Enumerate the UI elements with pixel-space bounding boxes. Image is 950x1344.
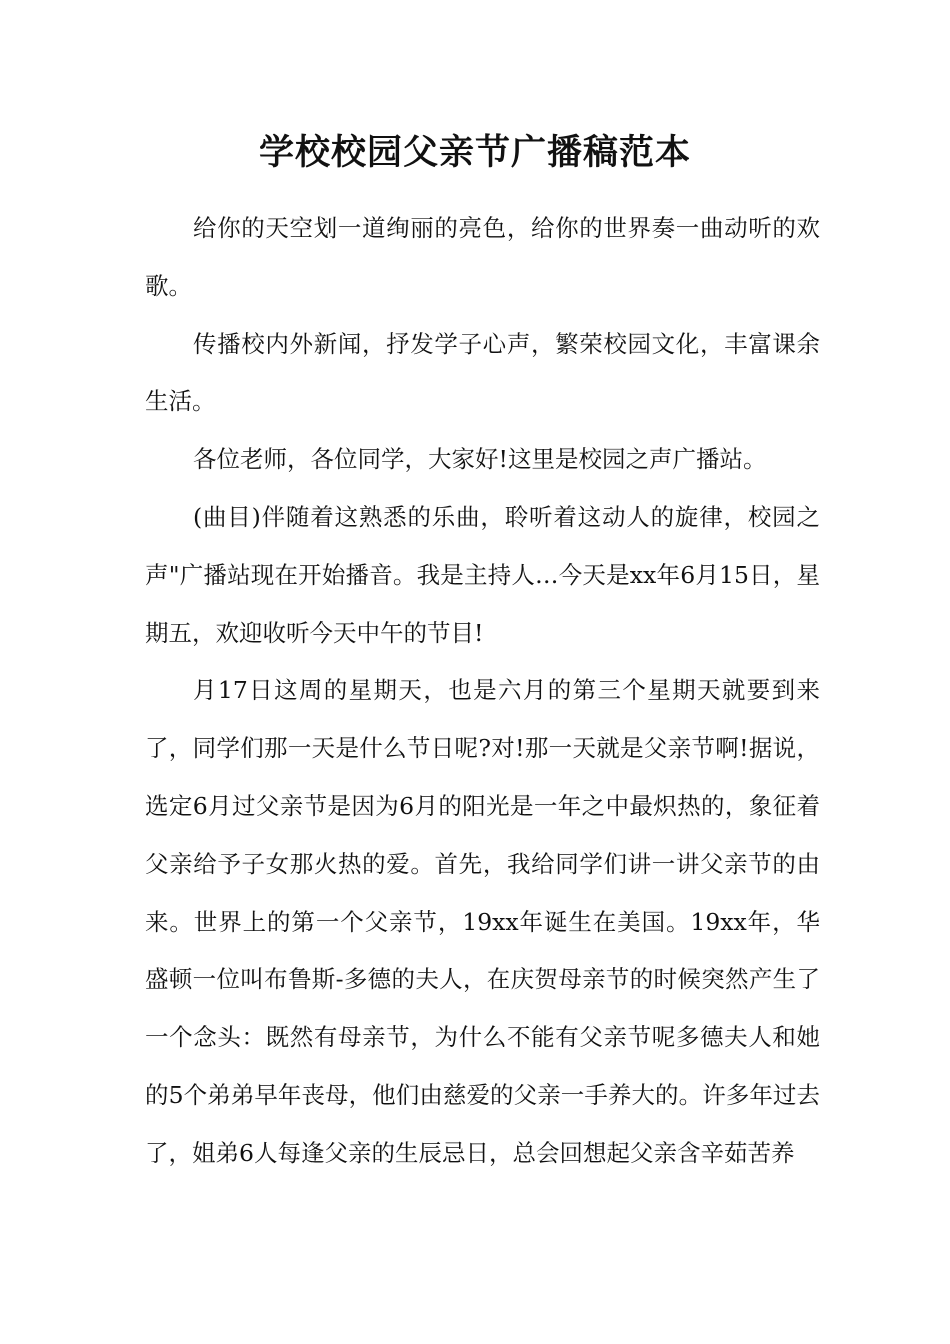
paragraph-fathers-day-origin: 月17日这周的星期天，也是六月的第三个星期天就要到来了，同学们那一天是什么节日呢?对!那一天就是父亲节啊!据说，选定6月过父亲节是因为6月的阳光是一年之中最炽热的，象征着父亲给予子女那火热的爱。首先，我给同学们讲一讲父亲节的由来。世界上的第一个父亲节，19xx年诞生在美国。19xx年，华盛顿一位叫布鲁斯-多德的夫人，在庆贺母亲节的时候突然产生了一个念头：既然有母亲节，为什么不能有父亲节呢多德夫人和她的5个弟弟早年丧母，他们由慈爱的父亲一手养大的。许多年过去了，姐弟6人每逢父亲的生辰忌日，总会回想起父亲含辛茹苦养 bbox=[145, 676, 820, 1167]
paragraph-opening: (曲目)伴随着这熟悉的乐曲，聆听着这动人的旋律，校园之声"广播站现在开始播音。我是主持人…今天是xx年6月15日，星期五，欢迎收听今天中午的节目! bbox=[145, 502, 820, 647]
document-body bbox=[145, 200, 820, 1183]
document-title: 学校校园父亲节广播稿范本 bbox=[258, 132, 691, 173]
paragraph-slogan: 传播校内外新闻，抒发学子心声，繁荣校园文化，丰富课余生活。 bbox=[145, 329, 820, 416]
paragraph-welcome: 各位老师，各位同学，大家好!这里是校园之声广播站。 bbox=[193, 445, 767, 474]
paragraph-greeting: 给你的天空划一道绚丽的亮色，给你的世界奏一曲动听的欢歌。 bbox=[145, 214, 820, 300]
